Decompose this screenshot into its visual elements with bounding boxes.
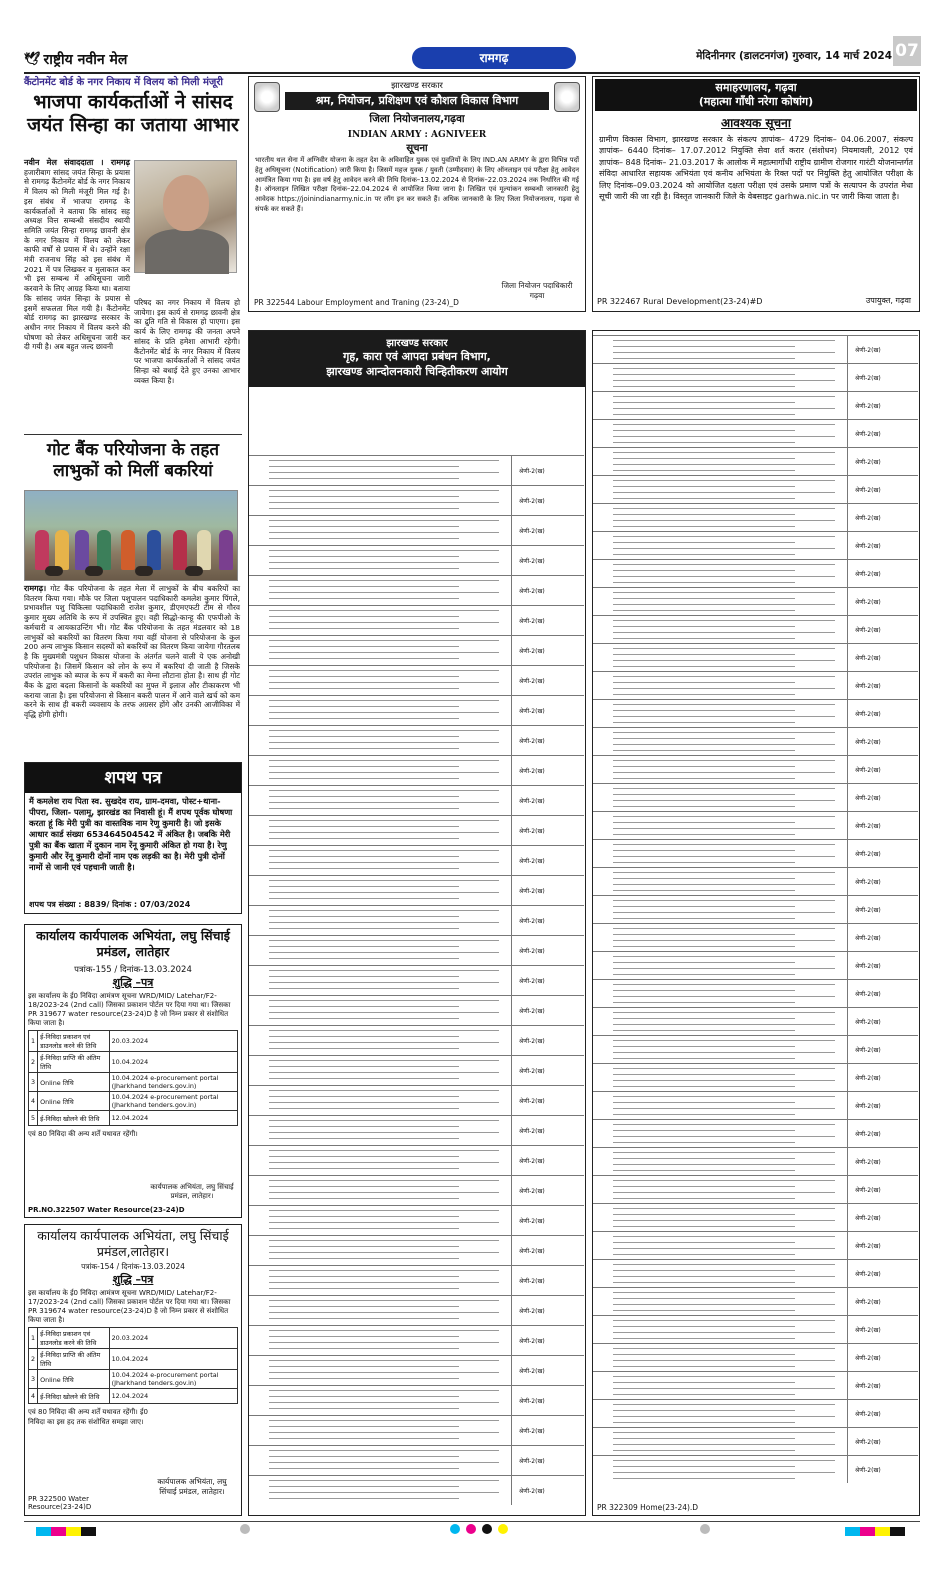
story1-text-a: हजारीबाग सांसद जयंत सिन्हा के प्रयास से रामगढ़ कैंटोनमेंट बोर्ड के नगर निकाय में विलय को मिली मंजूरी मिल गई है। इस संबंध में भाजपा रामगढ़ के कार्यकर्ताओं ने बताया कि सांसद सह अध्यक्ष वित्त सम्बन्धी संसदीय स्थायी समिति जयंत सिन्हा रामगढ़ छावनी क्षेत्र के नगर निकाय में विलय को लेकर काफी वर्षों से प्रयास में थे। उन्होंने रक्षा मंत्री राजनाथ सिंह को इस संबंध में 2021 में पत्र लिखकर व मुलाकात कर भी इस सम्बन्ध में अधिसूचना जारी करवाने के लिए आग्रह किया था। बताया कि सांसद जयंत सिन्हा के प्रयास से इसमें सफलता मिल गयी है। कैंटोनमेंट बोर्ड रामगढ़ का झारखण्ड सरकार के अधीन नगर निकाय में विलय करने की घोषणा को लेकर अधिसूचना जारी कर दी गयी है। अब बहुत जल्द छावनी: [24, 167, 130, 352]
mgnrega-sign: उपायुक्त, गढ़वा: [865, 296, 911, 305]
table-row: 2 ई-निविदा प्राप्ति की अंतिम तिथि 10.04.2024: [29, 1349, 238, 1370]
home-govt: झारखण्ड सरकार: [386, 338, 448, 349]
color-registration-mark: [845, 1527, 905, 1536]
table-row: 4 ई-निविदा खोलने की तिथि 12.04.2024: [29, 1389, 238, 1404]
list-item: श्रेणी-2(ख): [249, 605, 584, 635]
section-label: रामगढ़: [412, 47, 576, 69]
list-item: श्रेणी-2(ख): [249, 455, 584, 485]
notice1-office: कार्यालय कार्यपालक अभियंता, लघु सिंचाई प्रमंडल, लातेहार: [36, 928, 230, 959]
affidavit-box: [24, 762, 242, 914]
list-item: श्रेणी-2(ख): [249, 1445, 584, 1475]
list-item: श्रेणी-2(ख): [593, 783, 918, 811]
notice2-ref: पत्रांक-154 / दिनांक-13.03.2024: [81, 1262, 185, 1271]
story1-kicker: कैंटोनमेंट बोर्ड के नगर निकाय में विलय को मिली मंजूरी: [24, 77, 224, 88]
registration-dot: [466, 1524, 476, 1534]
registration-dot: [450, 1524, 460, 1534]
list-item: श्रेणी-2(ख): [593, 643, 918, 671]
left-column: [24, 76, 242, 137]
list-item: श्रेणी-2(ख): [249, 545, 584, 575]
list-item: श्रेणी-2(ख): [593, 1091, 918, 1119]
table-row: 3 Online तिथि 10.04.2024 e-procurement portal (Jharkhand tenders.gov.in): [29, 1370, 238, 1389]
list-item: श्रेणी-2(ख): [249, 1265, 584, 1295]
list-item: श्रेणी-2(ख): [593, 867, 918, 895]
table-row: 1 ई-निविदा प्रकाशन एवं डाउनलोड करने की तिथि 20.03.2024: [29, 1328, 238, 1349]
mgnrega-head: [595, 79, 917, 111]
list-item: श्रेणी-2(ख): [593, 671, 918, 699]
list-item: श्रेणी-2(ख): [249, 995, 584, 1025]
list-item: श्रेणी-2(ख): [593, 1119, 918, 1147]
notice1-sign: कार्यपालक अभियंता, लघु सिंचाई प्रमंडल, लातेहार।: [150, 1183, 234, 1200]
list-item: श्रेणी-2(ख): [593, 979, 918, 1007]
list-item: श्रेणी-2(ख): [593, 951, 918, 979]
list-item: श्रेणी-2(ख): [593, 839, 918, 867]
table-row: 4 Online तिथि 10.04.2024 e-procurement portal (Jharkhand tenders.gov.in): [29, 1092, 238, 1111]
mgnrega-pr: PR 322467 Rural Development(23-24)#D: [597, 297, 763, 306]
list-item: श्रेणी-2(ख): [249, 725, 584, 755]
list-item: श्रेणी-2(ख): [593, 1147, 918, 1175]
list-item: श्रेणी-2(ख): [593, 1175, 918, 1203]
list-item: श्रेणी-2(ख): [249, 1355, 584, 1385]
list-item: श्रेणी-2(ख): [249, 785, 584, 815]
home-pr: PR 322309 Home(23-24).D: [597, 1503, 699, 1512]
list-item: श्रेणी-2(ख): [249, 665, 584, 695]
list-item: श्रेणी-2(ख): [593, 1455, 918, 1483]
paper-name: 🕊 राष्ट्रीय नवीन मेल: [24, 51, 128, 68]
page-number: 07: [893, 36, 921, 66]
list-item: श्रेणी-2(ख): [249, 1055, 584, 1085]
registration-dot: [498, 1524, 508, 1534]
notice1-pr: PR.NO.322507 Water Resource(23-24)D: [28, 1206, 185, 1214]
agniveer-body: भारतीय थल सेना में अग्निवीर योजना के तहत देश के अविवाहित युवक एवं युवतियों के लिए IND.AN ARMY के द्वारा विभिन्न पदों हेतु अधिसूचना (Notification) जारी किया है। जिसमें महज युवक / युवती (उम्मीदवार) के लिए ऑनलाइन एवं परीक्षा हेतु आवेदन आमंत्रित किया गया है। इस वर्ष हेतु आवेदन करने की तिथि दिनांक–13.02.2024 से दिनांक–22.03.2024 तक निर्धारित की गई है। ऑनलाइन लिखित परीक्षा दिनांक–22.04.2024 से आयोजित किया जाना है। लिखित एवं मूल्यांकन सम्बन्धी जानकारी हेतु आवेदक https://joinindianarmy.nic.in पर लॉग इन कर सकते हैं। अधिक जानकारी के लिए जिला नियोजनालय, गढ़वा से संपर्क कर सकते हैं।: [255, 156, 579, 213]
list-item: श्रेणी-2(ख): [249, 1325, 584, 1355]
list-item: श्रेणी-2(ख): [249, 935, 584, 965]
list-item: श्रेणी-2(ख): [249, 1025, 584, 1055]
registration-dot: [700, 1524, 710, 1534]
dateline: मेदिनीनगर (डालटनगंज) गुरुवार, 14 मार्च 2024: [696, 50, 892, 62]
story1-body-right: [134, 298, 240, 385]
notice2-intro: इस कार्यालय के ई0 निविदा आमंत्रण सूचना WRD/MID/ Latehar/F2-17/2023-24 (2nd call) जिसका प्रकाशन पोर्टल पर दिया गया था। जिसका PR 319674 water resource(23-24)D है जो निम्न प्रकार से संशोधित किया जाता है।: [28, 1289, 231, 1324]
list-item: श्रेणी-2(ख): [249, 485, 584, 515]
list-item: श्रेणी-2(ख): [249, 515, 584, 545]
list-item: श्रेणी-2(ख): [249, 815, 584, 845]
home-commission: झारखण्ड आन्दोलनकारी चिन्हितीकरण आयोग: [326, 365, 508, 378]
agniveer-pr: PR 322544 Labour Employment and Traning (23-24)_D: [254, 298, 459, 307]
list-item: श्रेणी-2(ख): [593, 1203, 918, 1231]
mgnrega-sub: (महात्मा गाँधी नरेगा कोषांग): [698, 95, 814, 108]
govt-emblem-icon: [554, 82, 580, 112]
list-item: श्रेणी-2(ख): [249, 1295, 584, 1325]
list-item: श्रेणी-2(ख): [249, 695, 584, 725]
list-item: श्रेणी-2(ख): [249, 575, 584, 605]
table-row: 2 ई-निविदा प्राप्ति की अंतिम तिथि 10.04.2024: [29, 1052, 238, 1073]
list-item: श्रेणी-2(ख): [249, 1145, 584, 1175]
notice2-pr: PR 322500 Water Resource(23-24)D: [28, 1495, 92, 1511]
list-item: श्रेणी-2(ख): [249, 755, 584, 785]
story2-text: गोट बैंक परियोजना के तहत मेला में लाभुकों के बीच बकरियों का वितरण किया गया। मौके पर जिला पशुपालन पदाधिकारी कमलेश कुमार पिंगले, प्रभावशील पशु चिकित्सा पदाधिकारी राजेश कुमार, डीएमएफटी टीम से गौरव कुमार मुख्य अतिथि के रूप में उपस्थित हुए। वही सिद्धो-कान्हू की एफपीओ के कर्मचारी व आयकाउन्टिंग भी। गोट बैंक परियोजना के तहत मंडलवार को 18 लाभुकों को बकरियों का वितरण किया गया वहीं योजना से परियोजना के कुल 200 अन्य लाभुक किसान सदस्यों को बकरियों का वितरण किया जायेगा गौरतलब है कि मुख्यमंत्री पशुधन विकास योजना के अंतर्गत चलने वाली ये एक अनोखी परियोजना है। जिसमें किसान को लोन के रूप में बकरियां दी जाती है जिसके उपरांत लाभुक को ब्याज के रूप में बकरी का मेम्ना लौटाना होता है। साथ ही गोट बैंक के द्वारा बदला किसानों के बकरियों का मुफ्त में इलाज और टीकाकरण भी कराया जाता है। इस परियोजना से किसान बकरी पालन में आने वाले खर्च को कम करने के साथ ही बकरी व्यवसाय के तरफ अग्रसर होंगे और उनकी आजीविका में वृद्धि होगी होगी।: [24, 584, 240, 720]
notice1-table: [28, 1030, 238, 1126]
list-item: श्रेणी-2(ख): [593, 1315, 918, 1343]
list-item: श्रेणी-2(ख): [593, 895, 918, 923]
correction-notice-1: [24, 924, 242, 1218]
agniveer-govt: झारखण्ड सरकार: [391, 81, 443, 91]
list-item: श्रेणी-2(ख): [593, 1287, 918, 1315]
list-item: श्रेणी-2(ख): [249, 1205, 584, 1235]
notice1-ref: पत्रांक-155 / दिनांक-13.03.2024: [74, 965, 192, 975]
mgnrega-notice: [592, 76, 920, 312]
agniveer-dept: श्रम, नियोजन, प्रशिक्षण एवं कौशल विकास विभाग: [285, 92, 549, 110]
table-row: 3 Online तिथि 10.04.2024 e-procurement portal (Jharkhand tenders.gov.in): [29, 1073, 238, 1092]
mgnrega-body: ग्रामीण विकास विभाग, झारखण्ड सरकार के संकल्प ज्ञापांक– 4729 दिनांक– 04.06.2007, संकल्प ज्ञापांक– 6440 दिनांक– 17.07.2012 नियुक्ति सेवा शर्त करार (संशोधन) नियमावली, 2012 एवं ज्ञापांक– 848 दिनांक– 21.03.2017 के आलोक में महात्मागाँधी राष्ट्रीय ग्रामीण रोजगार गारंटी योजनान्तर्गत संविदा आधारित सहायक अभियंता एवं कनीय अभियंता के रिक्त पदों पर नियुक्ति हेतु आयोजित परीक्षा के लिए दिनांक–09.03.2024 को आयोजित दक्षता परीक्षा एवं उसके प्रमाण पत्रों के सत्यापन के उपरांत मेधा सूची जारी की जा रही है। विस्तृत जानकारी जिले के वेबसाइट garhwa.nic.in पर जारी किया जाता है।: [599, 135, 913, 202]
notice1-intro: इस कार्यालय के ई0 निविदा आमंत्रण सूचना WRD/MID/ Latehar/F2-18/2023-24 (2nd call) जिसका प्रकाशन पोर्टल पर दिया गया था। जिसका PR 319677 water resource(23-24)D है जो निम्न प्रकार से संशोधित किया जाता है।: [28, 992, 231, 1027]
agniveer-notice: [248, 76, 586, 312]
list-item: श्रेणी-2(ख): [593, 1371, 918, 1399]
story2-body: रामगढ़। गोट बैंक परियोजना के तहत मेला में लाभुकों के बीच बकरियों का वितरण किया गया। मौके पर जिला पशुपालन पदाधिकारी कमलेश कुमार पिंगले, प्रभावशील पशु चिकित्सा पदाधिकारी राजेश कुमार, डीएमएफटी टीम से गौरव कुमार मुख्य अतिथि के रूप में उपस्थित हुए। वही सिद्धो-कान्हू की एफपीओ के कर्मचारी व आयकाउन्टिंग भी। गोट बैंक परियोजना के तहत मंडलवार को 18 लाभुकों को बकरियों का वितरण किया गया वहीं योजना से परियोजना के कुल 200 अन्य लाभुक किसान सदस्यों को बकरियों का वितरण किया जायेगा गौरतलब है कि मुख्यमंत्री पशुधन विकास योजना के अंतर्गत चलने वाली ये एक अनोखी परियोजना है। जिसमें किसान को लोन के रूप में बकरियां दी जाती है जिसके उपरांत लाभुक को ब्याज के रूप में बकरी का मेम्ना लौटाना होता है। साथ ही गोट बैंक के द्वारा बदला किसानों के बकरियों का मुफ्त में इलाज और टीकाकरण भी कराया जाता है। इस परियोजना से किसान बकरी पालन में आने वाले खर्च को कम करने के साथ ही बकरी व्यवसाय के तरफ अग्रसर होंगे और उनकी आजीविका में वृद्धि होगी होगी।: [24, 584, 240, 720]
list-item: श्रेणी-2(ख): [593, 363, 918, 391]
notice1-title: शुद्धि –पत्र: [112, 976, 154, 989]
registration-dot: [240, 1524, 250, 1534]
home-dept: गृह, कारा एवं आपदा प्रबंधन विभाग,: [343, 350, 491, 363]
masthead: [24, 47, 892, 71]
story2-headline: गोट बैंक परियोजना के तहत लाभुकों को मिलीं बकरियां: [46, 440, 220, 481]
list-item: श्रेणी-2(ख): [249, 1175, 584, 1205]
list-item: श्रेणी-2(ख): [593, 335, 918, 363]
notice2-table: [28, 1327, 238, 1404]
notice2-title: शुद्धि –पत्र: [112, 1273, 154, 1286]
table-row: 5 ई-निविदा खोलने की तिथि 12.04.2024: [29, 1111, 238, 1126]
list-item: श्रेणी-2(ख): [249, 1475, 584, 1505]
correction-notice-2: [24, 1224, 242, 1516]
list-item: श्रेणी-2(ख): [593, 1399, 918, 1427]
list-item: श्रेणी-2(ख): [249, 1085, 584, 1115]
list-item: श्रेणी-2(ख): [593, 531, 918, 559]
list-item: श्रेणी-2(ख): [249, 635, 584, 665]
affidavit-body: मैं कमलेश राय पिता स्व. सुखदेव राय, ग्राम-दमवा, पोस्ट+थाना-पीपरा, जिला- पलामू, झारखंड का निवासी हूं। मैं शपथ पूर्वक घोषणा करता हूं कि मेरी पुत्री का वास्तविक नाम रेणु कुमारी है। जो इसके आधार कार्ड संख्या 653464504542 में अंकित है। जबकि मेरी पुत्री का बैंक खाता में दुकान नाम रेंनू कुमारी अंकित हो गया है। रेणु कुमारी और रेंनू कुमारी दोनों नाम एक लड़की का है। मेरी पुत्री दोनों नामों से जानी एवं पहचानी जाती है।: [29, 796, 233, 872]
bird-logo-icon: 🕊: [24, 51, 41, 67]
header-rule: [24, 72, 920, 74]
list-item: श्रेणी-2(ख): [249, 1385, 584, 1415]
table-row: 1 ई-निविदा प्रकाशन एवं डाउनलोड करने की तिथि 20.03.2024: [29, 1031, 238, 1052]
list-item: श्रेणी-2(ख): [593, 1259, 918, 1287]
list-item: श्रेणी-2(ख): [249, 1235, 584, 1265]
story1-text-b: परिषद का नगर निकाय में विलय हो जायेगा। इस कार्य से रामगढ़ छावनी क्षेत्र का द्रुति गति से विकास हो पाएगा। इस कार्य के लिए रामगढ़ की जनता अपने सांसद के प्रति हमेशा आभारी रहेगी। कैंटोनमेंट बोर्ड के नगर निकाय में विलय पर भाजपा कार्यकर्ताओं ने सांसद जयंत सिन्हा को बधाई देते हुए उनका आभार व्यक्त किया है।: [134, 298, 240, 385]
list-item: श्रेणी-2(ख): [593, 1231, 918, 1259]
registration-dot: [482, 1524, 492, 1534]
list-item: श्रेणी-2(ख): [593, 1063, 918, 1091]
agniveer-subject: INDIAN ARMY : AGNIVEER: [347, 130, 487, 140]
list-item: श्रेणी-2(ख): [593, 699, 918, 727]
list-item: श्रेणी-2(ख): [593, 475, 918, 503]
agniveer-sign: जिला नियोजन पदाधिकारी गढ़वा: [501, 281, 573, 300]
notice2-office: कार्यालय कार्यपालक अभियंता, लघु सिंचाई प्रमंडल,लातेहार।: [37, 1228, 229, 1259]
story1-headline: भाजपा कार्यकर्ताओं ने सांसद जयंत सिन्हा का जताया आभार: [27, 91, 239, 136]
list-item: श्रेणी-2(ख): [593, 447, 918, 475]
list-item: श्रेणी-2(ख): [593, 615, 918, 643]
agniveer-title: सूचना: [406, 143, 428, 154]
agniveer-office: जिला नियोजनालय,गढ़वा: [369, 113, 465, 125]
list-item: श्रेणी-2(ख): [593, 419, 918, 447]
mgnrega-office: समाहरणालय, गढ़वा: [715, 81, 797, 94]
list-item: श्रेणी-2(ख): [249, 905, 584, 935]
list-item: श्रेणी-2(ख): [593, 391, 918, 419]
list-item: श्रेणी-2(ख): [593, 755, 918, 783]
mgnrega-title: आवश्यक सूचना: [721, 116, 791, 130]
list-item: श्रेणी-2(ख): [593, 1007, 918, 1035]
list-item: श्रेणी-2(ख): [593, 811, 918, 839]
list-item: श्रेणी-2(ख): [249, 1115, 584, 1145]
list-item: श्रेणी-2(ख): [593, 1427, 918, 1455]
govt-emblem-icon: [254, 82, 280, 112]
notice2-note: एवं 80 निविदा की अन्य शर्तें यथावत रहेंगी। ई0 निविदा का इस हद तक संशोधित समझा जाए।: [28, 1408, 148, 1426]
affidavit-title: शपथ पत्र: [25, 763, 241, 793]
list-item: श्रेणी-2(ख): [593, 1343, 918, 1371]
list-item: श्रेणी-2(ख): [593, 923, 918, 951]
notice2-sign: कार्यपालक अभियंता, लघु सिंचाई प्रमंडल, लातेहार।: [157, 1477, 227, 1496]
list-item: श्रेणी-2(ख): [249, 965, 584, 995]
list-item: श्रेणी-2(ख): [593, 503, 918, 531]
color-registration-mark: [36, 1527, 96, 1536]
goat-distribution-photo: [24, 490, 238, 581]
mp-photo: [134, 160, 237, 273]
list-item: श्रेणी-2(ख): [593, 1035, 918, 1063]
list-item: श्रेणी-2(ख): [249, 1415, 584, 1445]
list-item: श्रेणी-2(ख): [249, 875, 584, 905]
list-item: श्रेणी-2(ख): [249, 845, 584, 875]
story1-byline: नवीन मेल संवाददाता । रामगढ़: [24, 158, 130, 167]
list-item: श्रेणी-2(ख): [593, 559, 918, 587]
list-item: श्रेणी-2(ख): [593, 587, 918, 615]
home-notice-header: [249, 331, 585, 387]
story2: [24, 440, 242, 482]
affidavit-footer: शपथ पत्र संख्या : 8839/ दिनांक : 07/03/2024: [29, 900, 191, 909]
home-department-list-left: [248, 330, 586, 1516]
home-department-list-right: [592, 330, 920, 1516]
notice1-note: एवं 80 निविदा की अन्य शर्तें यथावत रहेंगी।: [28, 1130, 138, 1138]
list-item: श्रेणी-2(ख): [593, 727, 918, 755]
story1-body-left: [24, 158, 130, 352]
